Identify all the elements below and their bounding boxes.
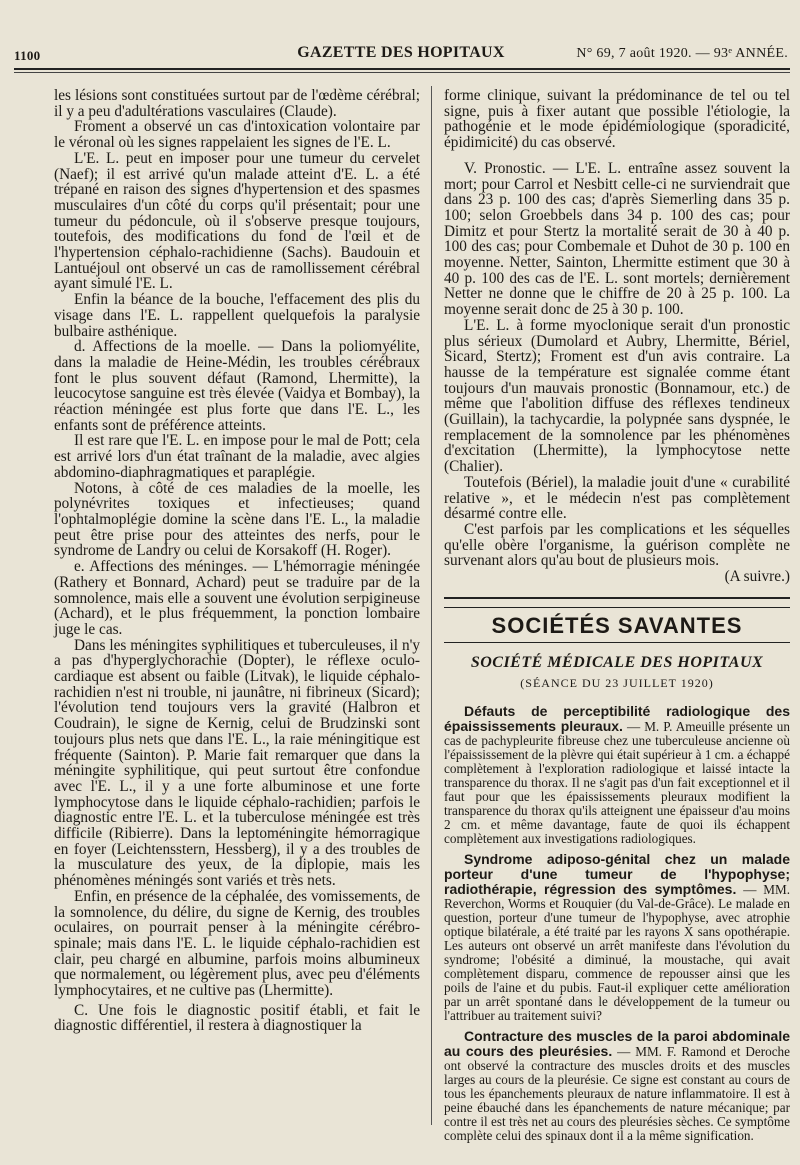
paragraph: L'E. L. peut en imposer pour une tumeur du cervelet (Naef); il est arrivé qu'un malade atteint d'E. L. a été trépané en raison des signes d'hypertension et des spasmes musculaires d'un côté du corps qu'il présentait; pour une tumeur du pédoncule, où il s'observe presque toujours, toutefois, des modifications du fond de l'œil et de l'hypertension céphalo-rachidienne (Sachs). Baudouin et Lantuéjoul ont observé un cas de ramollissement cérébral ayant simulé l'E. L. bbox=[54, 149, 420, 293]
section-rule bbox=[444, 597, 790, 599]
paragraph: les lésions sont constituées surtout par de l'œdème cérébral; il y a peu d'adultérations vasculaires (Claude). bbox=[54, 87, 420, 120]
to-be-continued: (A suivre.) bbox=[724, 568, 790, 586]
session-date: (SÉANCE DU 23 JUILLET 1920) bbox=[520, 676, 714, 691]
paragraph: Enfin, en présence de la céphalée, des vomissements, de la somnolence, du délire, du signe de Kernig, des troubles oculaires, on pourrait penser à la méningite cérébro-spinale; mais dans l'E. L. le liquide céphalo-rachidien est clair, peu chargé en albumine, parfois moins albumineux que normalement, ou légèrement plus, avec peu d'éléments lymphocytaires, et ne cultive pas (Lhermitte). bbox=[54, 887, 420, 1000]
page-header bbox=[14, 44, 788, 66]
paragraph: Dans les méningites syphilitiques et tuberculeuses, il n'y a pas d'hyperglychorachie (Dopter), le réflexe oculo-cardiaque est absent ou faible (Litvak), le liquide céphalo-rachidien n'est ni trouble, ni jaunâtre, ni fibrineux (Sicard); l'évolution tend toujours vers la gravité (Halbron et Coudrain), le signe de Kernig, celui de Brudzinski sont toujours plus nets que dans l'E. L., la raie méningitique est fréquente (Sainton). P. Marie fait remarquer que dans la méningite syphilitique, qui peut surtout être confondue avec l'E. L., il y a une forte albuminose et une forte lymphocytose dans le liquide céphalo-rachidien; parfois le diagnostic entre l'E. L. et la tuberculose méningée est très difficile (Ribierre). Dans la leptoméningite hémorragique en foyer (Leichtensstern, Hessberg), il y a des troubles de la musculature des yeux, de la diplopie, mais les phénomènes méningés sont variés et très nets. bbox=[54, 636, 420, 890]
report-heading: Contracture des muscles de la paroi abdominale au cours des pleurésies. bbox=[444, 1027, 790, 1059]
paragraph: Enfin la béance de la bouche, l'effacement des plis du visage dans l'E. L. rappellent quelquefois la paralysie bulbaire asthénique. bbox=[54, 291, 420, 340]
paragraph: C'est parfois par les complications et les séquelles qu'elle obère l'organisme, la guérison complète ne survenant alors qu'au bout de plusieurs mois. bbox=[444, 520, 790, 570]
page-number: 1100 bbox=[14, 48, 41, 63]
report-body: — M. P. Ameuille présente un cas de pachypleurite fibreuse chez une tuberculeuse ancienne où l'épaississement de la plèvre qui était supérieur à 1 cm. a échappé complètement à l'exploration radiologique et laissé intacte la transparence du thorax. Il ne s'agit pas d'un fait exceptionnel et il faut pour que les épaississements pleuraux modifient la transparence du thorax qu'ils atteignent une épaisseur d'au moins 2 cm. et même davantage, faute de quoi ils échappent complètement aux investigations radiologiques. bbox=[444, 718, 790, 846]
paragraph: L'E. L. à forme myoclonique serait d'un pronostic plus sérieux (Dumolard et Aubry, Lhermitte, Bériel, Sicard, Stertz); Froment est d'un avis contraire. La hausse de la température est signalée comme étant toujours d'un mauvais pronostic (Bonnamour, etc.) de même que l'abolition diffuse des réflexes tendineux (Guillain), la tachycardie, la polypnée sans dyspnée, le remplacement de la somnolence par les phénomènes d'excitation (Lhermitte), la lymphocytose nette (Chalier). bbox=[444, 316, 790, 476]
section-rule-thin bbox=[444, 607, 790, 608]
paragraph: d. Affections de la moelle. — Dans la poliomyélite, dans la maladie de Heine-Médin, les troubles cérébraux font le plus souvent défaut (Ramond, Lhermitte), la leucocytose sanguine est très élevée (Vaidya et Bombay), la réaction méningée est plus forte que dans l'E. L., les enfants sont de préférence atteints. bbox=[54, 338, 420, 434]
header-rule bbox=[14, 68, 790, 70]
paragraph: Toutefois (Bériel), la maladie jouit d'une « curabilité relative », et le médecin n'est pas complètement désarmé contre elle. bbox=[444, 473, 790, 523]
paragraph: Froment a observé un cas d'intoxication volontaire par le véronal où les signes rappelaient les signes de l'E. L. bbox=[54, 118, 420, 152]
society-name: SOCIÉTÉ MÉDICALE DES HOPITAUX bbox=[470, 653, 764, 671]
paragraph: Il est rare que l'E. L. en impose pour le mal de Pott; cela est arrivé lors d'un état traînant de la maladie, avec algies abdomino-diaphragmatiques et paraplégie. bbox=[54, 432, 420, 481]
report-item bbox=[444, 704, 790, 846]
session-reports bbox=[444, 704, 790, 1143]
prognosis-paragraph: V. Pronostic. — L'E. L. entraîne assez souvent la mort; pour Carrol et Nesbitt celle-ci ne surviendrait que dans 23 p. 100 des cas; d'après Siemerling dans 35 p. 100; selon Groebbels dans 34 p. 100 des cas; pour Dimitz et pour Stertz la mortalité serait de 30 à 40 p. 100 des cas; pour Combemale et Duhot de 30 p. 100 en moyenne. Netter, Sainton, Lhermitte estiment que 30 à 40 p. 100 des cas de l'E. L. sont mortels; dernièrement Netter ne donne que le chiffre de 20 à 25 p. 100. La moyenne serait donc de 25 à 30 p. 100. bbox=[444, 159, 790, 319]
report-item bbox=[444, 852, 790, 1023]
journal-title: GAZETTE DES HOPITAUX bbox=[297, 44, 505, 61]
paragraph: Notons, à côté de ces maladies de la moelle, les polynévrites toxiques et infectieuses; quand l'ophtalmoplégie domine la scène dans l'E. L., la maladie peut être prise pour des atteintes des nerfs, pour le syndrome de Landry ou celui de Korsakoff (H. Roger). bbox=[54, 479, 420, 560]
paragraph: e. Affections des méninges. — L'hémorragie méningée (Rathery et Bonnard, Achard) peut se traduire par de la somnolence, mais elle a souvent une évolution serpigineuse (Achard), et le plus fréquemment, la ponction lombaire juge le cas. bbox=[54, 558, 420, 638]
report-body: — MM. F. Ramond et Deroche ont observé la contracture des muscles droits et des muscles larges au cours de la pleurésie. Ce signe est constant au cours de tous les épanchements pleuraux de nature inflammatoire. Il est à peine ébauché dans les épanchements de nature mécanique; par contre il est très net au cours des pleurésies sèches. Ce symptôme complète celui des spinaux dont il a la même signification. bbox=[444, 1043, 790, 1143]
report-body: — MM. Reverchon, Worms et Rouquier (du Val-de-Grâce). Le malade en question, porteur d'une tumeur de l'hypophyse, avec atrophie optique bilatérale, a été traité par les rayons X sans opothérapie. Les auteurs ont observé un arrêt manifeste dans l'évolution du syndrome; l'obésité a diminué, la moustache, qui avait complètement disparu, commence de repousser ainsi que les poils de l'aine et du pubis. Faut-il expliquer cette amélioration par un arrêt spontané dans le développement de la tumeur ou l'attribuer au traitement suivi? bbox=[444, 881, 790, 1023]
report-heading: Défauts de perceptibilité radiologique des épaississements pleuraux. bbox=[444, 702, 790, 734]
report-item bbox=[444, 1029, 790, 1143]
paragraph: C. Une fois le diagnostic positif établi, et fait le diagnostic différentiel, il restera à diagnostiquer la bbox=[54, 1001, 420, 1035]
right-column bbox=[444, 88, 790, 1143]
column-separator bbox=[431, 86, 432, 1125]
header-rule-thin bbox=[14, 72, 790, 73]
section-title: SOCIÉTÉS SAVANTES bbox=[491, 612, 743, 638]
section-title-rule bbox=[444, 642, 790, 643]
report-heading: Syndrome adiposo-génital chez un malade porteur d'une tumeur de l'hypophyse; radiothérapie, régression des symptômes. bbox=[444, 850, 790, 897]
left-column bbox=[54, 88, 420, 1034]
issue-info: N° 69, 7 août 1920. — 93ᵉ ANNÉE. bbox=[576, 46, 788, 61]
paragraph: forme clinique, suivant la prédominance de tel ou tel signe, puis à fixer autant que possible l'étiologie, la pathogénie et le mode épidémiologique (sporadicité, épidimicité) du cas observé. bbox=[444, 87, 790, 152]
